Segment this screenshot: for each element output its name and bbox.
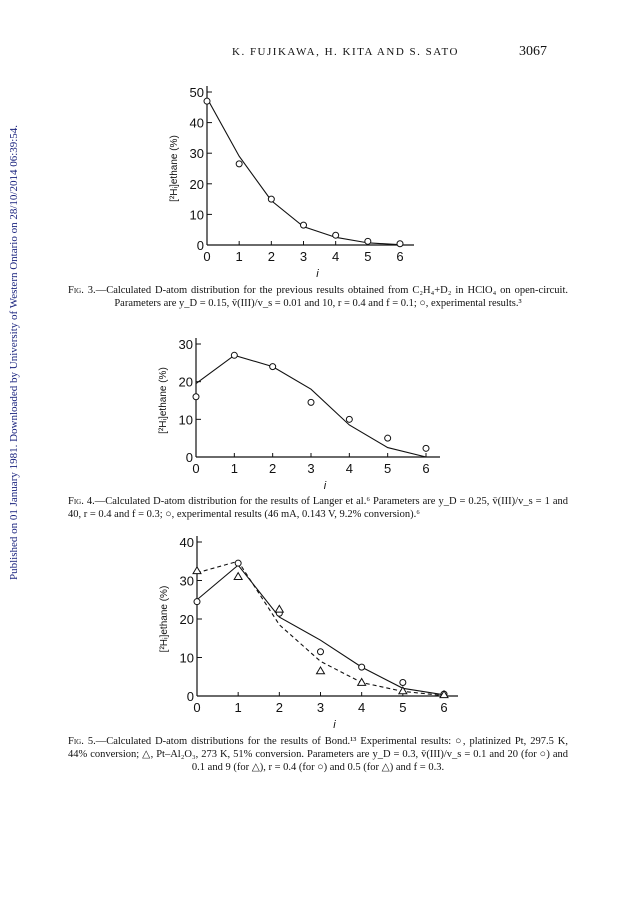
- experimental-circle-point: [235, 560, 241, 566]
- x-tick-label: 2: [269, 461, 277, 476]
- x-tick-label: 1: [230, 461, 238, 476]
- experimental-circle-point: [385, 435, 391, 441]
- x-tick-label: 3: [299, 249, 308, 264]
- experimental-triangle-point: [358, 679, 366, 686]
- figure-3-caption: [68, 284, 568, 310]
- experimental-circle-point: [231, 352, 237, 358]
- experimental-circle-point: [268, 196, 274, 202]
- experimental-circle-point: [365, 238, 371, 244]
- experimental-circle-point: [193, 394, 199, 400]
- y-tick-label: 20: [178, 374, 193, 390]
- experimental-triangle-point: [275, 605, 283, 612]
- y-tick-label: 0: [185, 450, 193, 465]
- experimental-triangle-point: [317, 667, 325, 674]
- experimental-circle-point: [346, 416, 352, 422]
- y-axis-label: [²Hᵢ]ethane (%): [159, 585, 170, 653]
- header-authors: K. FUJIKAWA, H. KITA AND S. SATO: [232, 46, 459, 58]
- figure-4-caption-text: —Calculated D-atom distribution for the results of Langer et al.⁶ Parameters are y_D = 0.25, v̄(III)/v_s = 1 and 40, r = 0.4 and f = 0.3; ○, experimental results (46 mA, 0.143 V, 9.2% conversion).⁶: [68, 496, 568, 520]
- x-tick-label: 6: [422, 461, 430, 476]
- x-tick-label: 1: [234, 700, 242, 715]
- experimental-circle-point: [236, 161, 242, 167]
- figure-4-label: Fig. 4.: [68, 496, 95, 507]
- x-tick-label: 0: [193, 700, 201, 715]
- x-tick-label: 4: [358, 700, 366, 715]
- calculated-solid-line: [196, 355, 426, 457]
- figure-4-chart: [0, 320, 624, 490]
- experimental-circle-point: [333, 232, 339, 238]
- experimental-triangle-point: [193, 567, 201, 574]
- experimental-circle-point: [194, 599, 200, 605]
- y-tick-label: 20: [179, 612, 194, 627]
- y-tick-label: 30: [178, 337, 193, 352]
- x-tick-label: 5: [399, 700, 407, 715]
- x-tick-label: 4: [345, 461, 353, 476]
- figure-4-caption: [68, 495, 568, 521]
- x-tick-label: 1: [235, 249, 243, 264]
- figure-5-chart: [0, 530, 624, 730]
- calculated-dashed-line: [197, 561, 444, 695]
- x-tick-label: 4: [332, 249, 340, 264]
- figure-3-caption-text: —Calculated D-atom distribution for the previous results obtained from C₂H₄+D₂ in HClO₄ on open-circuit. Parameters are y_D = 0.15, v̄(III)/v_s = 0.01 and 10, r = 0.4 and f = 0.1; ○, experimental results.³: [95, 285, 568, 309]
- header-page-number: 3067: [519, 44, 547, 59]
- figure-5-caption-text: —Calculated D-atom distributions for the results of Bond.¹³ Experimental results: ○, platinized Pt, 297.5 K, 44% conversion; △, Pt–Al₂O₃, 273 K, 51% conversion. Parameters are y_D = 0.3, v̄(III)/v_s = 0.1 and 20 (for ○) and 0.1 and 9 (for △), r = 0.4 (for ○) and 0.5 (for △) and f = 0.3.: [68, 736, 568, 773]
- experimental-triangle-point: [399, 687, 407, 694]
- x-tick-label: 0: [203, 249, 211, 264]
- x-tick-label: 0: [192, 461, 200, 476]
- y-tick-label: 20: [189, 176, 204, 192]
- calculated-solid-line: [197, 565, 444, 695]
- figure-5-label: Fig. 5.: [68, 736, 96, 747]
- y-tick-label: 50: [189, 85, 204, 100]
- y-tick-label: 40: [189, 115, 204, 131]
- y-tick-label: 30: [179, 573, 194, 589]
- y-tick-label: 0: [196, 238, 204, 253]
- x-tick-label: 2: [267, 249, 275, 264]
- figure-5-caption: [68, 735, 568, 774]
- experimental-circle-point: [301, 222, 307, 228]
- x-tick-label: 2: [275, 700, 283, 715]
- x-axis-label: i: [316, 268, 319, 280]
- y-tick-label: 0: [186, 689, 194, 704]
- y-tick-label: 10: [189, 207, 204, 223]
- x-tick-label: 5: [364, 249, 372, 264]
- figure-3-label: Fig. 3.: [68, 285, 96, 296]
- x-axis-label: i: [323, 480, 327, 492]
- y-axis-label: [²Hᵢ]ethane (%): [158, 367, 169, 434]
- experimental-circle-point: [423, 445, 429, 451]
- x-axis-label: i: [333, 719, 336, 731]
- figure-3-chart: [0, 60, 624, 280]
- experimental-circle-point: [204, 98, 210, 104]
- x-tick-label: 5: [384, 461, 392, 476]
- experimental-circle-point: [270, 364, 276, 370]
- y-tick-label: 10: [178, 412, 193, 428]
- y-tick-label: 10: [179, 650, 194, 666]
- experimental-circle-point: [359, 664, 365, 670]
- y-axis-label: [²Hᵢ]ethane (%): [169, 135, 180, 202]
- x-tick-label: 6: [396, 249, 404, 264]
- experimental-circle-point: [308, 399, 314, 405]
- y-tick-label: 40: [179, 535, 194, 550]
- y-tick-label: 30: [189, 146, 204, 162]
- x-tick-label: 6: [440, 700, 448, 715]
- x-tick-label: 3: [316, 700, 325, 715]
- x-tick-label: 3: [307, 461, 315, 476]
- experimental-triangle-point: [234, 573, 242, 580]
- experimental-circle-point: [318, 649, 324, 655]
- experimental-circle-point: [400, 680, 406, 686]
- download-notice: Published on 01 January 1981. Downloaded by University of Western Ontario on 28/10/2014 06:39:54.: [8, 124, 20, 580]
- experimental-circle-point: [397, 241, 403, 247]
